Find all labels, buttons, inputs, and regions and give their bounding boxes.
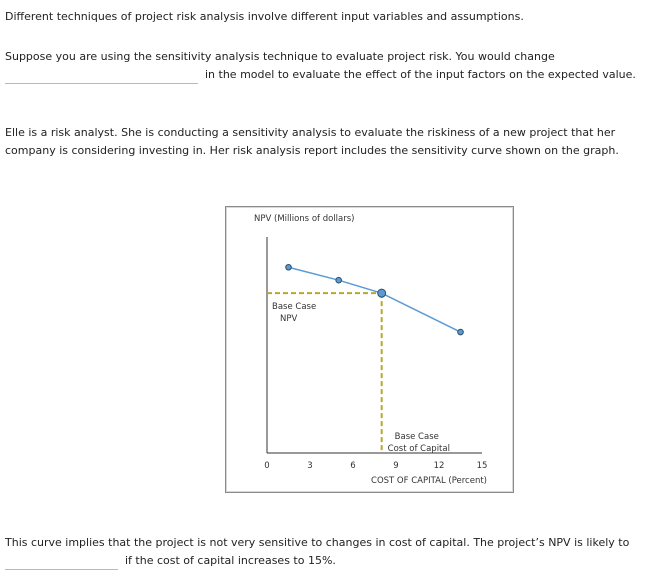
x-tick-label: 0	[264, 461, 270, 471]
question2-text: This curve implies that the project is not very sensitive to changes in cost of capital. The project’s NPV is likely to	[5, 536, 630, 549]
scenario-line1: Elle is a risk analyst. She is conducting a sensitivity analysis to evaluate the riskiness of a new project that her	[5, 126, 616, 139]
scenario-line2: company is considering investing in. Her risk analysis report includes the sensitivity curve shown on the graph.	[5, 144, 619, 157]
question1-text: Suppose you are using the sensitivity analysis technique to evaluate project risk. You would change	[5, 50, 555, 63]
base-case-npv-label: NPV	[280, 314, 298, 325]
x-tick-label: 6	[350, 461, 356, 471]
x-tick-label: 3	[307, 461, 313, 471]
data-point	[336, 277, 342, 283]
question1-answer-blank[interactable]	[5, 67, 198, 84]
sensitivity-chart	[226, 207, 513, 492]
sensitivity-curve-line	[289, 267, 461, 332]
x-tick-label: 15	[476, 461, 488, 471]
sensitivity-chart-frame	[225, 206, 514, 493]
x-tick-labels	[264, 461, 487, 471]
sensitivity-curve	[286, 264, 464, 334]
intro-text: Different techniques of project risk analysis involve different input variables and assumptions.	[5, 10, 524, 23]
y-axis-label: NPV (Millions of dollars)	[254, 214, 355, 224]
base-case-npv-label: Base Case	[272, 302, 317, 313]
data-point	[286, 264, 292, 270]
chart-annotations	[272, 302, 450, 454]
question1-text-continued: in the model to evaluate the effect of the input factors on the expected value.	[205, 68, 636, 81]
x-tick-label: 12	[433, 461, 445, 471]
question2-answer-blank[interactable]	[5, 553, 118, 570]
base-case-coc-label: Base Case	[394, 432, 439, 442]
question2-text-continued: if the cost of capital increases to 15%.	[125, 554, 336, 567]
base-case-coc-label: Cost of Capital	[387, 444, 450, 454]
x-tick-label: 9	[393, 461, 399, 471]
base-case-point	[378, 289, 386, 297]
x-axis-label: COST OF CAPITAL (Percent)	[371, 476, 487, 486]
data-point	[458, 329, 464, 335]
